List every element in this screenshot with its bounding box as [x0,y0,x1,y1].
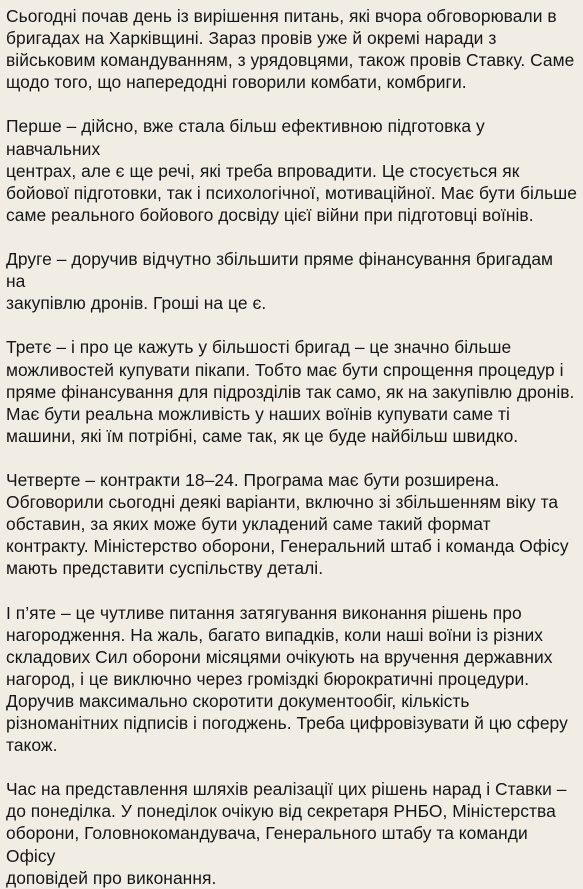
paragraph-fourth: Четверте – контракти 18–24. Програма має бути розширена. Обговорили сьогодні деякі варіанти, включно зі збільшенням віку та обставин, за яких може бути укладений саме такий формат контракту. Міністерство оборони, Генеральний штаб і команда Офісу мають представити суспільству деталі. [6,469,569,579]
paragraph-deadline: Час на представлення шляхів реалізації цих рішень нарад і Ставки – до понеділка. У понеділок очікую від секретаря РНБО, Міністерства оборони, Головнокомандувача, Генерального штабу та команди Офісу доповідей про виконання. [6,779,567,888]
paragraph-third: Третє – і про це кажуть у більшості бригад – це значно більше можливостей купувати пікапи. Тобто має бути спрощення процедур і пряме фінансування для підрозділів так само, як на закупівлю дронів. Має бути реальна можливість у наших воїнів купувати саме ті машини, які їм потрібні, саме так, як це буде найбільш швидко. [6,337,575,446]
paragraph-first: Перше – дійсно, вже стала більш ефективною підготовка у навчальних центрах, але є ще речі, які треба впровадити. Це стосується як бойової підготовки, так і психологічної, мотиваційної. Має бути більше саме реального бойового досвіду цієї війни при підготовці воїнів. [6,116,577,225]
paragraph-fifth: І п’яте – це чутливе питання затягування виконання рішень про нагородження. На жаль, багато випадків, коли наші воїни із різних складових Сил оборони місяцями очікують на вручення державних нагород, і це виключно через громіздкі бюрократичні процедури. Доручив максимально скоротити документообіг, кількість різноманітних підписів і погоджень. Треба цифровізувати й цю сферу також. [6,602,568,756]
paragraph-intro: Сьогодні почав день із вирішення питань, які вчора обговорювали в бригадах на Харківщині. Зараз провів уже й окремі наради з військовим командуванням, з урядовцями, також провів Ставку. Саме щодо того, що напередодні говорили комбати, комбриги. [6,6,575,93]
paragraph-second: Друге – доручив відчутно збільшити пряме фінансування бригадам на закупівлю дронів. Гроші на це є. [6,249,554,314]
